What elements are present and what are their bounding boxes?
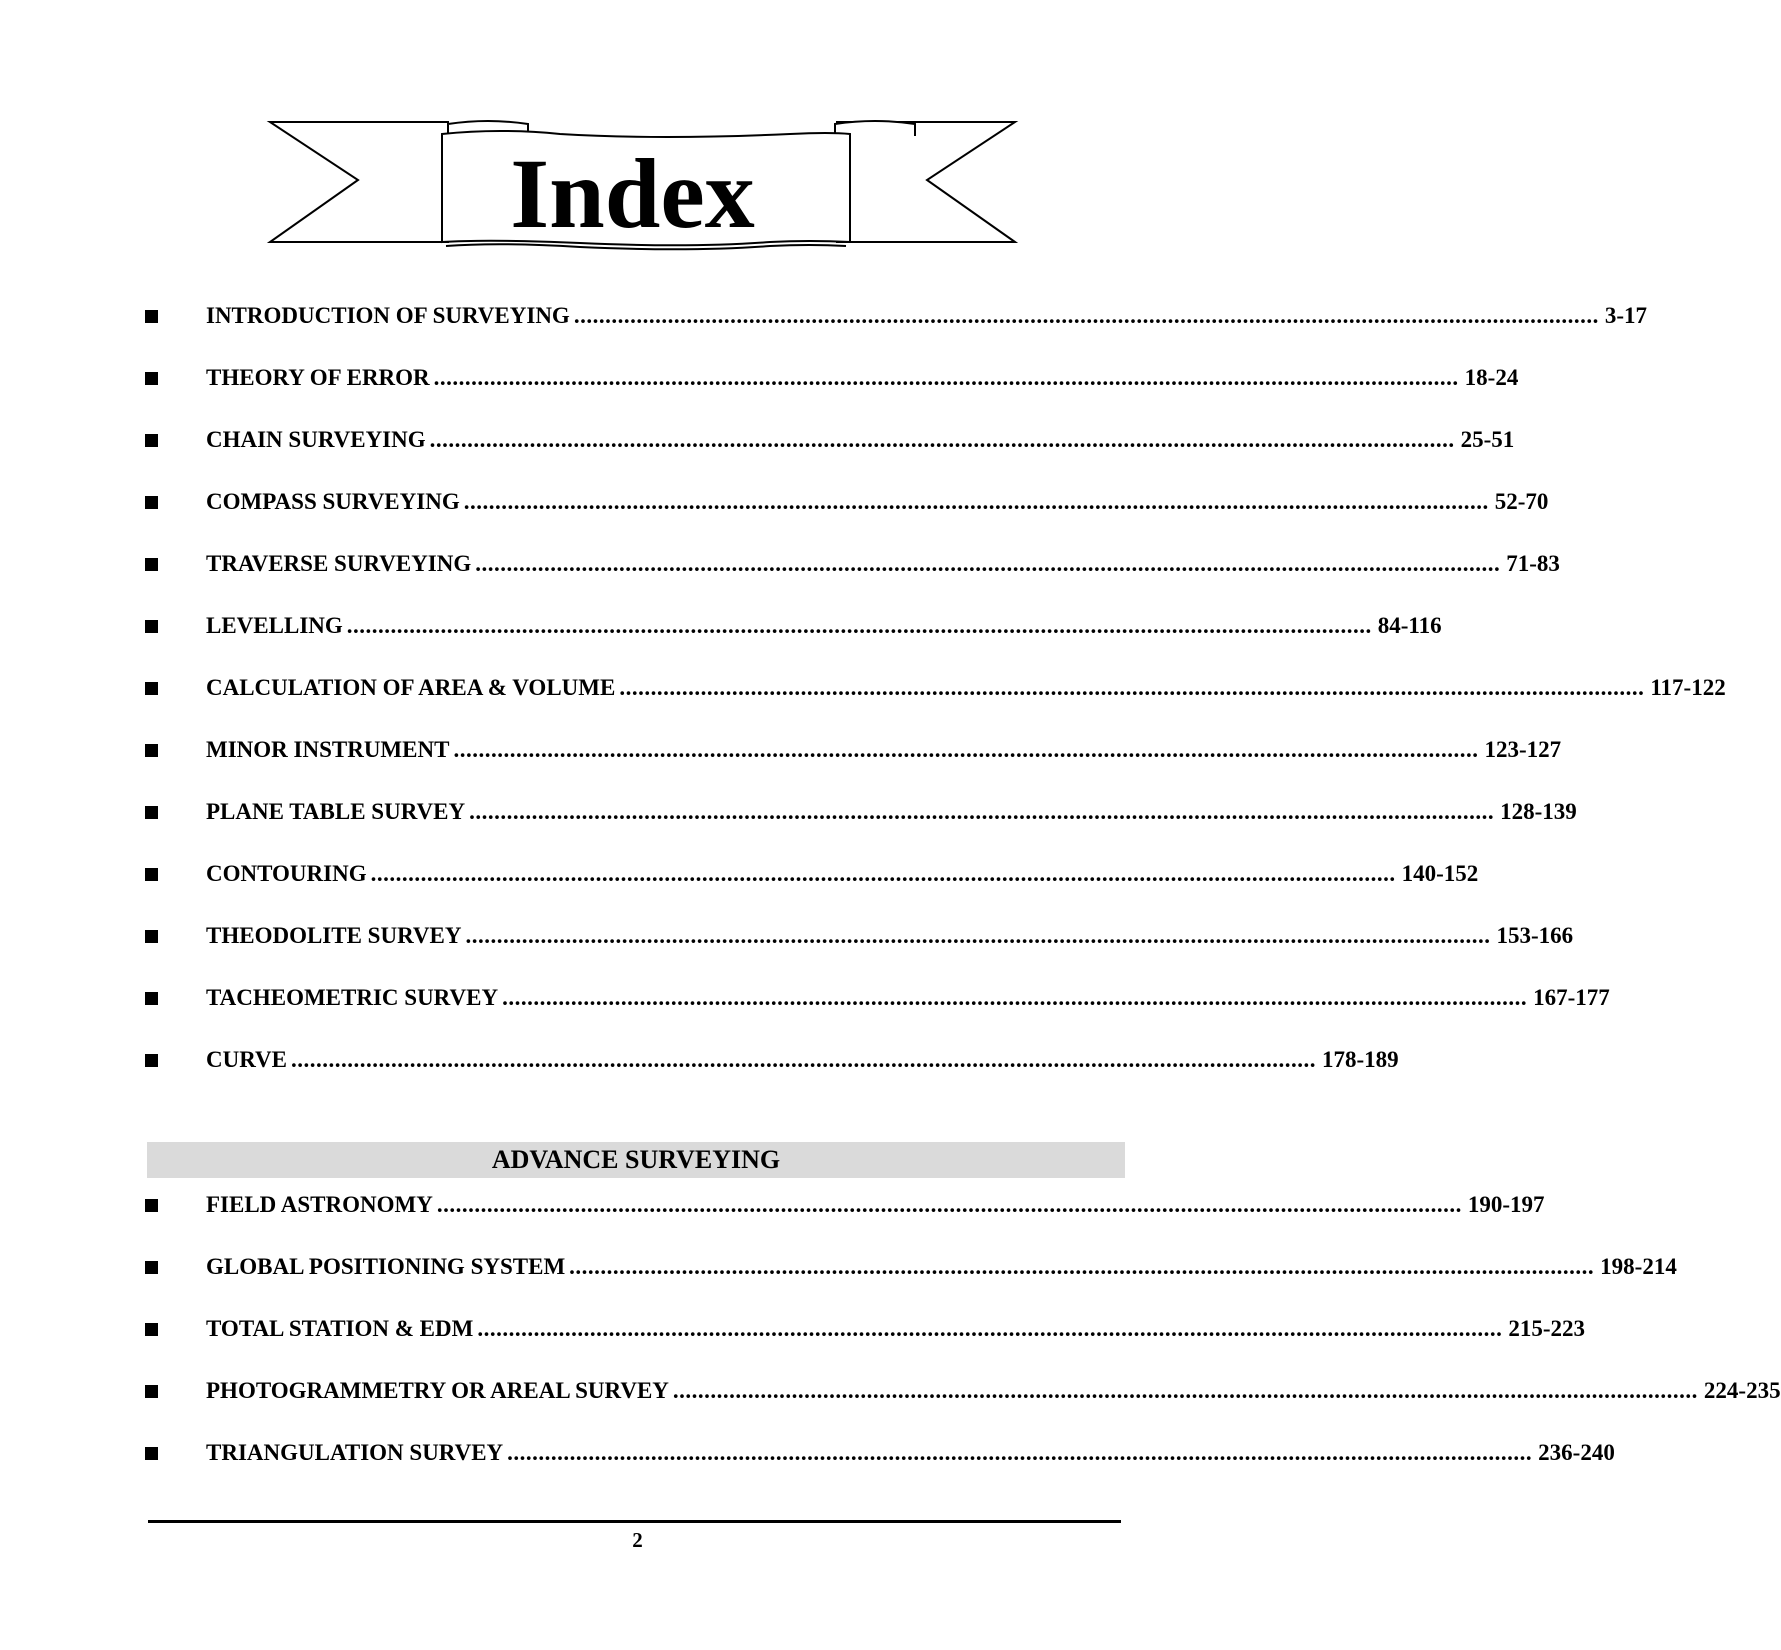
toc-entry[interactable] (145, 859, 1479, 889)
dot-leader: .................................................................................................................................................................... (346, 613, 1372, 638)
toc-entry-pages: 236-240 (1538, 1440, 1615, 1465)
square-bullet-icon (145, 992, 158, 1005)
toc-entry-pages: 215-223 (1508, 1316, 1585, 1341)
toc-entry-pages: 153-166 (1496, 923, 1574, 948)
dot-leader: .................................................................................................................................................................... (619, 675, 1645, 700)
toc-entry[interactable] (145, 487, 1549, 517)
toc-entry-title: CALCULATION OF AREA & VOLUME (206, 675, 616, 700)
toc-entry-title: TACHEOMETRIC SURVEY (206, 985, 499, 1010)
toc-entry[interactable] (145, 1252, 1677, 1282)
toc-entry[interactable] (145, 1190, 1545, 1220)
square-bullet-icon (145, 1385, 158, 1398)
square-bullet-icon (145, 496, 158, 509)
toc-entry[interactable] (145, 1045, 1399, 1075)
dot-leader: .................................................................................................................................................................... (507, 1440, 1533, 1465)
square-bullet-icon (145, 806, 158, 819)
square-bullet-icon (145, 434, 158, 447)
toc-entry-title: FIELD ASTRONOMY (206, 1192, 433, 1217)
dot-leader: .................................................................................................................................................................... (429, 427, 1455, 452)
square-bullet-icon (145, 1199, 158, 1212)
dot-leader: .................................................................................................................................................................... (433, 365, 1459, 390)
toc-entry-pages: 123-127 (1484, 737, 1562, 762)
dot-leader: .................................................................................................................................................................... (502, 985, 1528, 1010)
toc-entry-pages: 198-214 (1600, 1254, 1677, 1279)
toc-entry[interactable] (145, 983, 1610, 1013)
toc-entry[interactable] (145, 797, 1577, 827)
toc-entry-title: TRAVERSE SURVEYING (206, 551, 472, 576)
square-bullet-icon (145, 682, 158, 695)
toc-entry-title: PHOTOGRAMMETRY OR AREAL SURVEY (206, 1378, 669, 1403)
toc-entry-title: THEORY OF ERROR (206, 365, 430, 390)
toc-entry[interactable] (145, 1438, 1615, 1468)
square-bullet-icon (145, 372, 158, 385)
toc-entry[interactable] (145, 363, 1519, 393)
square-bullet-icon (145, 558, 158, 571)
toc-entry-title: COMPASS SURVEYING (206, 489, 460, 514)
dot-leader: .................................................................................................................................................................... (463, 489, 1489, 514)
toc-entry[interactable] (145, 921, 1574, 951)
toc-entry[interactable] (145, 735, 1562, 765)
toc-entry-pages: 190-197 (1467, 1192, 1545, 1217)
toc-entry-title: THEODOLITE SURVEY (206, 923, 462, 948)
footer-divider (148, 1520, 1121, 1523)
toc-entry-pages: 117-122 (1650, 675, 1726, 700)
dot-leader: .................................................................................................................................................................... (573, 303, 1599, 328)
toc-entry-title: MINOR INSTRUMENT (206, 737, 450, 762)
toc-entry[interactable] (145, 301, 1647, 331)
page-number: 2 (632, 1528, 643, 1552)
toc-entry-pages: 224-235 (1703, 1378, 1781, 1403)
toc-entry-title: LEVELLING (206, 613, 343, 638)
dot-leader: .................................................................................................................................................................... (469, 799, 1495, 824)
toc-entry-pages: 178-189 (1321, 1047, 1399, 1072)
square-bullet-icon (145, 1054, 158, 1067)
toc-entry-title: CURVE (206, 1047, 287, 1072)
square-bullet-icon (145, 310, 158, 323)
square-bullet-icon (145, 1261, 158, 1274)
toc-entry-pages: 167-177 (1533, 985, 1610, 1010)
toc-entry-title: PLANE TABLE SURVEY (206, 799, 466, 824)
toc-entry-title: GLOBAL POSITIONING SYSTEM (206, 1254, 566, 1279)
dot-leader: .................................................................................................................................................................... (475, 551, 1501, 576)
dot-leader: .................................................................................................................................................................... (477, 1316, 1503, 1341)
square-bullet-icon (145, 744, 158, 757)
toc-entry-title: TRIANGULATION SURVEY (206, 1440, 504, 1465)
square-bullet-icon (145, 1447, 158, 1460)
toc-entry-pages: 25-51 (1460, 427, 1515, 452)
toc-entry-title: TOTAL STATION & EDM (206, 1316, 474, 1341)
toc-entry-pages: 84-116 (1377, 613, 1442, 638)
dot-leader: .................................................................................................................................................................... (569, 1254, 1595, 1279)
section-heading-advance-surveying: ADVANCE SURVEYING (147, 1142, 1125, 1178)
toc-entry-pages: 18-24 (1464, 365, 1519, 390)
toc-entry-pages: 71-83 (1506, 551, 1560, 576)
square-bullet-icon (145, 868, 158, 881)
dot-leader: .................................................................................................................................................................... (290, 1047, 1316, 1072)
toc-entry-pages: 140-152 (1401, 861, 1479, 886)
toc-entry-pages: 52-70 (1494, 489, 1549, 514)
dot-leader: .................................................................................................................................................................... (465, 923, 1491, 948)
toc-entry[interactable] (145, 673, 1726, 703)
toc-entry[interactable] (145, 1314, 1585, 1344)
toc-entry[interactable] (145, 1376, 1781, 1406)
toc-entry-title: CONTOURING (206, 861, 367, 886)
dot-leader: .................................................................................................................................................................... (436, 1192, 1462, 1217)
toc-entry[interactable] (145, 549, 1560, 579)
index-banner (270, 118, 1015, 268)
page-title: Index (510, 138, 755, 249)
dot-leader: .................................................................................................................................................................... (672, 1378, 1698, 1403)
dot-leader: .................................................................................................................................................................... (453, 737, 1479, 762)
toc-entry-title: CHAIN SURVEYING (206, 427, 426, 452)
square-bullet-icon (145, 930, 158, 943)
toc-entry-pages: 128-139 (1500, 799, 1577, 824)
square-bullet-icon (145, 620, 158, 633)
toc-entry[interactable] (145, 611, 1442, 641)
dot-leader: .................................................................................................................................................................... (370, 861, 1396, 886)
toc-entry-title: INTRODUCTION OF SURVEYING (206, 303, 570, 328)
square-bullet-icon (145, 1323, 158, 1336)
toc-entry[interactable] (145, 425, 1515, 455)
toc-entry-pages: 3-17 (1604, 303, 1647, 328)
